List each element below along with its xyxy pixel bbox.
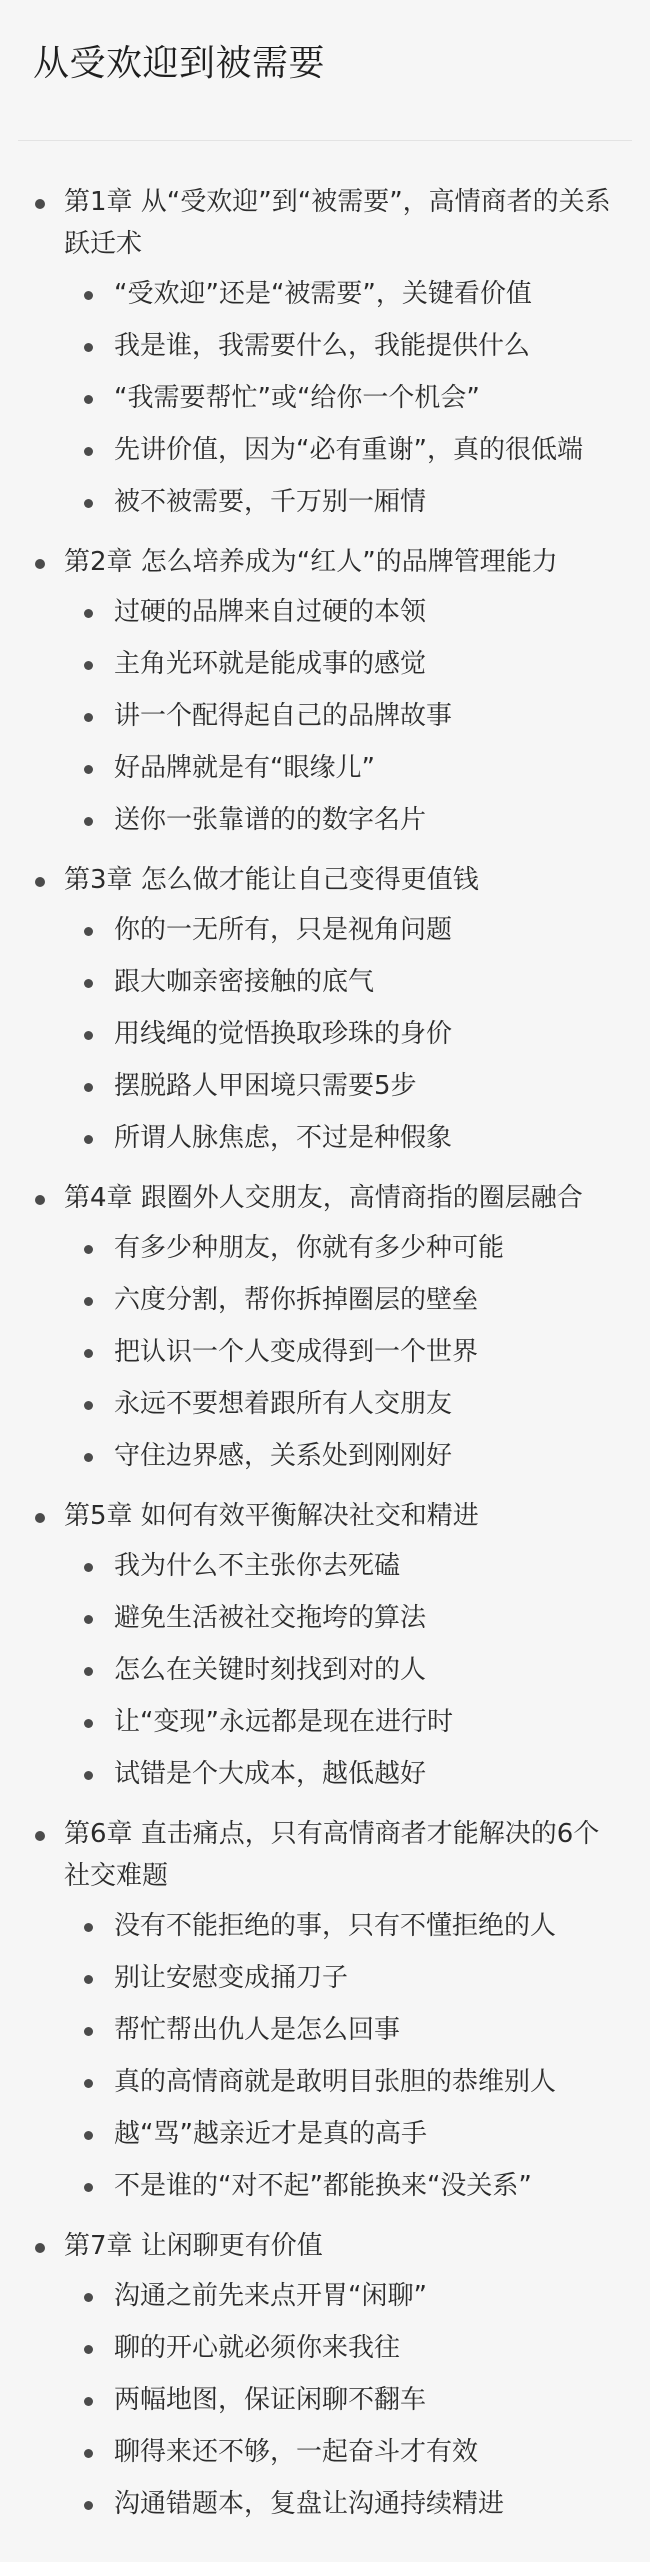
section-item[interactable]: 真的高情商就是敢明目张胆的恭维别人 xyxy=(64,2061,632,2103)
title-divider xyxy=(18,140,632,141)
chapter-title[interactable]: 第3章 怎么做才能让自己变得更值钱 xyxy=(64,865,479,895)
page-title: 从受欢迎到被需要 xyxy=(33,43,326,84)
chapter-title[interactable]: 第5章 如何有效平衡解决社交和精进 xyxy=(64,1501,479,1531)
section-list xyxy=(64,1545,632,1795)
chapter-item[interactable] xyxy=(18,859,632,1159)
section-item[interactable]: 聊的开心就必须你来我往 xyxy=(64,2327,632,2369)
section-item[interactable]: 过硬的品牌来自过硬的本领 xyxy=(64,591,632,633)
section-item[interactable]: 永远不要想着跟所有人交朋友 xyxy=(64,1383,632,1425)
section-item[interactable]: 六度分割，帮你拆掉圈层的壁垒 xyxy=(64,1279,632,1321)
section-item[interactable]: 别让安慰变成捅刀子 xyxy=(64,1957,632,1999)
section-list xyxy=(64,909,632,1159)
section-list xyxy=(64,591,632,841)
section-item[interactable]: 所谓人脉焦虑，不过是种假象 xyxy=(64,1117,632,1159)
section-item[interactable]: 被不被需要，千万别一厢情 xyxy=(64,481,632,523)
section-item[interactable]: 避免生活被社交拖垮的算法 xyxy=(64,1597,632,1639)
section-item[interactable]: “我需要帮忙”或“给你一个机会” xyxy=(64,377,632,419)
section-item[interactable]: 把认识一个人变成得到一个世界 xyxy=(64,1331,632,1373)
section-item[interactable]: 沟通错题本，复盘让沟通持续精进 xyxy=(64,2483,632,2525)
section-item[interactable]: 送你一张靠谱的的数字名片 xyxy=(64,799,632,841)
chapter-title[interactable]: 第2章 怎么培养成为“红人”的品牌管理能力 xyxy=(64,547,558,577)
chapter-title[interactable]: 第7章 让闲聊更有价值 xyxy=(64,2231,323,2261)
chapter-item[interactable] xyxy=(18,1177,632,1477)
section-list xyxy=(64,2275,632,2525)
section-list xyxy=(64,1227,632,1477)
section-item[interactable]: 先讲价值，因为“必有重谢”，真的很低端 xyxy=(64,429,632,471)
table-of-contents xyxy=(18,181,632,2525)
chapter-title[interactable]: 第6章 直击痛点，只有高情商者才能解决的6个社交难题 xyxy=(64,1819,600,1891)
section-item[interactable]: 用线绳的觉悟换取珍珠的身价 xyxy=(64,1013,632,1055)
section-list xyxy=(64,273,632,523)
section-item[interactable]: 主角光环就是能成事的感觉 xyxy=(64,643,632,685)
section-item[interactable]: 越“骂”越亲近才是真的高手 xyxy=(64,2113,632,2155)
section-item[interactable]: 沟通之前先来点开胃“闲聊” xyxy=(64,2275,632,2317)
section-item[interactable]: 不是谁的“对不起”都能换来“没关系” xyxy=(64,2165,632,2207)
section-item[interactable]: 我为什么不主张你去死磕 xyxy=(64,1545,632,1587)
section-item[interactable]: 聊得来还不够，一起奋斗才有效 xyxy=(64,2431,632,2473)
section-item[interactable]: 讲一个配得起自己的品牌故事 xyxy=(64,695,632,737)
chapter-item[interactable] xyxy=(18,181,632,523)
chapter-title[interactable]: 第4章 跟圈外人交朋友，高情商指的圈层融合 xyxy=(64,1183,583,1213)
section-item[interactable]: 帮忙帮出仇人是怎么回事 xyxy=(64,2009,632,2051)
section-item[interactable]: 两幅地图，保证闲聊不翻车 xyxy=(64,2379,632,2421)
chapter-item[interactable] xyxy=(18,1813,632,2207)
section-item[interactable]: “受欢迎”还是“被需要”，关键看价值 xyxy=(64,273,632,315)
chapter-title[interactable]: 第1章 从“受欢迎”到“被需要”，高情商者的关系跃迁术 xyxy=(64,187,611,259)
section-item[interactable]: 跟大咖亲密接触的底气 xyxy=(64,961,632,1003)
section-item[interactable]: 怎么在关键时刻找到对的人 xyxy=(64,1649,632,1691)
chapter-item[interactable] xyxy=(18,541,632,841)
section-item[interactable]: 试错是个大成本，越低越好 xyxy=(64,1753,632,1795)
section-item[interactable]: 摆脱路人甲困境只需要5步 xyxy=(64,1065,632,1107)
section-item[interactable]: 没有不能拒绝的事，只有不懂拒绝的人 xyxy=(64,1905,632,1947)
section-item[interactable]: 有多少种朋友，你就有多少种可能 xyxy=(64,1227,632,1269)
chapter-item[interactable] xyxy=(18,1495,632,1795)
section-list xyxy=(64,1905,632,2207)
chapter-item[interactable] xyxy=(18,2225,632,2525)
section-item[interactable]: 我是谁，我需要什么，我能提供什么 xyxy=(64,325,632,367)
section-item[interactable]: 好品牌就是有“眼缘儿” xyxy=(64,747,632,789)
section-item[interactable]: 守住边界感，关系处到刚刚好 xyxy=(64,1435,632,1477)
section-item[interactable]: 让“变现”永远都是现在进行时 xyxy=(64,1701,632,1743)
section-item[interactable]: 你的一无所有，只是视角问题 xyxy=(64,909,632,951)
